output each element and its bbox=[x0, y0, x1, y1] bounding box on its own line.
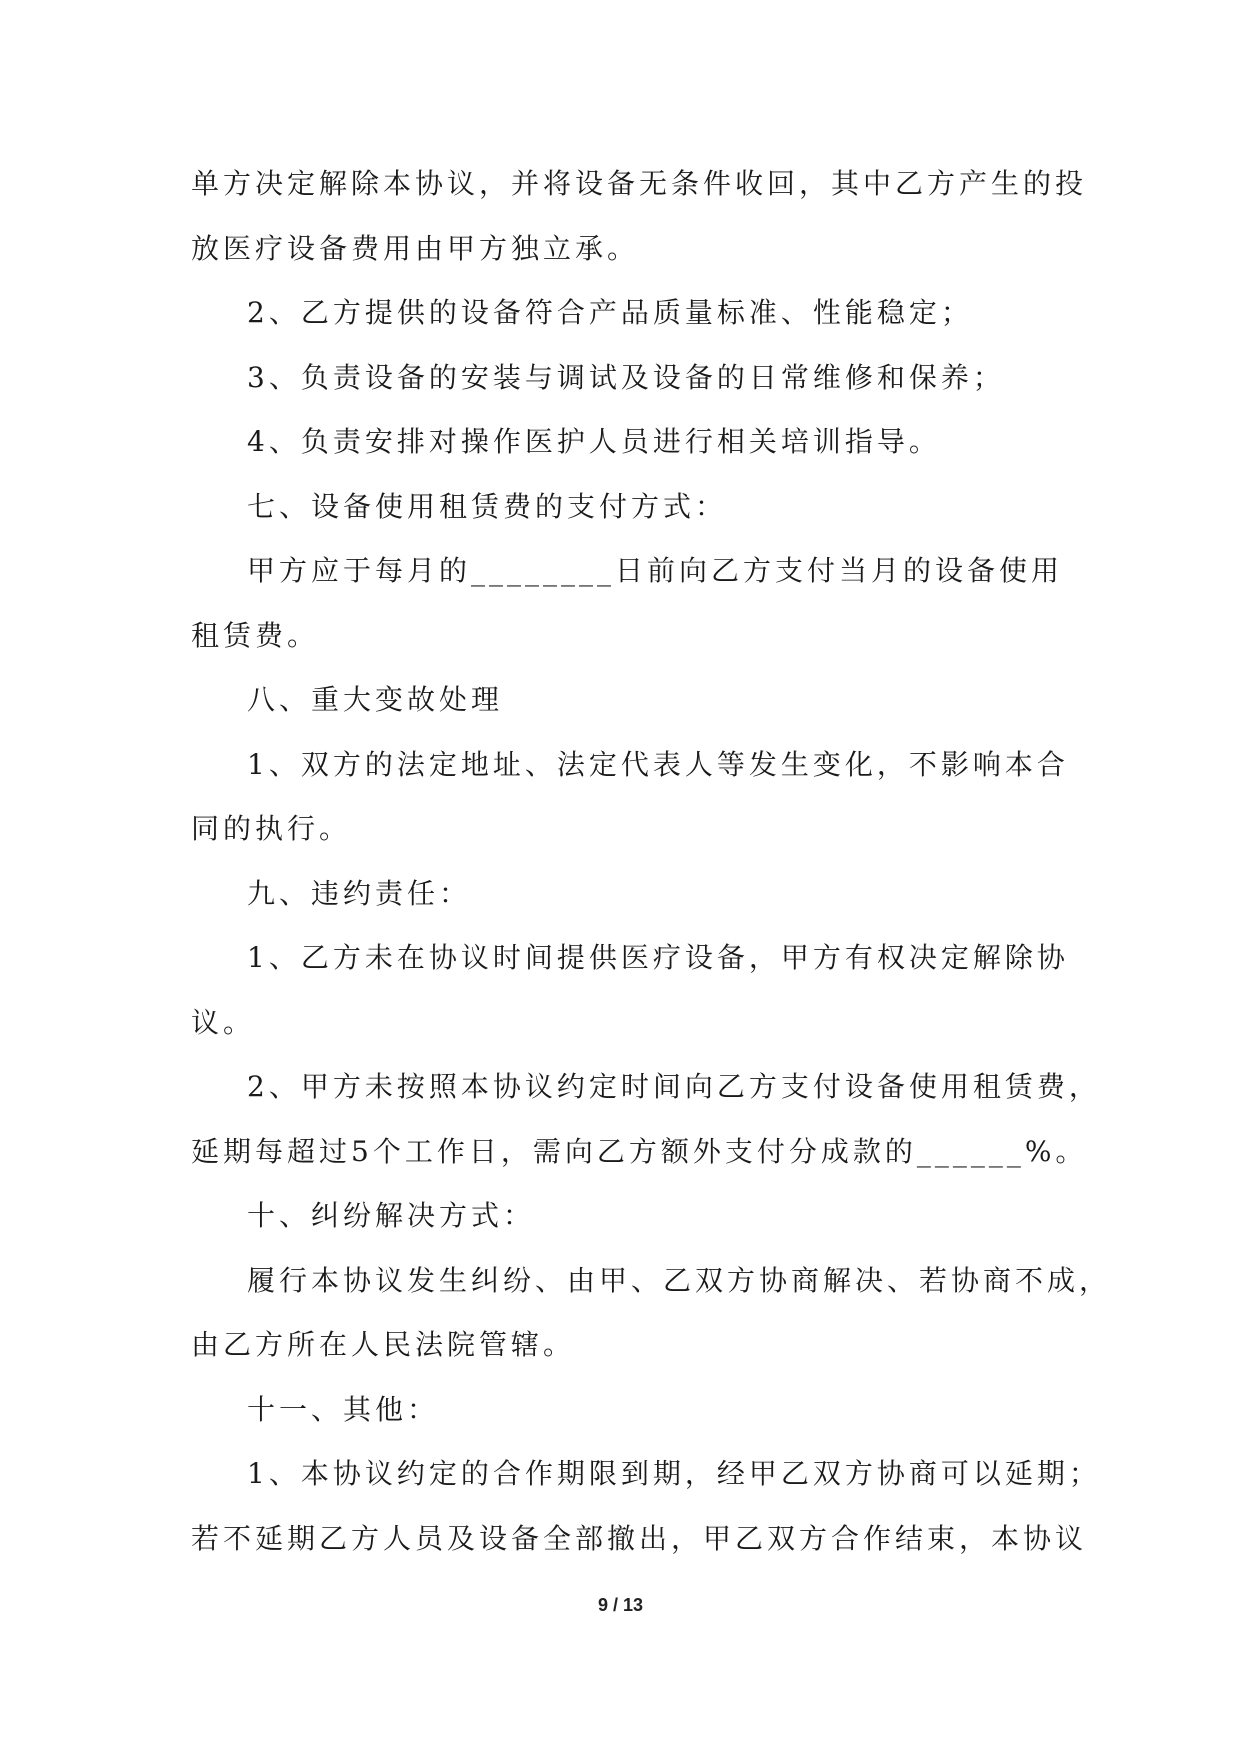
text-line: 若不延期乙方人员及设备全部撤出，甲乙双方合作结束，本协议 bbox=[191, 1521, 1088, 1555]
text-line: 2、甲方未按照本协议约定时间向乙方支付设备使用租赁费， bbox=[247, 1070, 1101, 1103]
text-line: 放医疗设备费用由甲方独立承。 bbox=[191, 231, 640, 265]
text-line: 甲方应于每月的________日前向乙方支付当月的设备使用 bbox=[247, 554, 1064, 587]
text-line: 租赁费。 bbox=[191, 618, 320, 652]
text-line: 延期每超过5个工作日，需向乙方额外支付分成款的______%。 bbox=[191, 1134, 1088, 1168]
text-line: 由乙方所在人民法院管辖。 bbox=[191, 1328, 576, 1361]
text-line: 单方决定解除本协议，并将设备无条件收回，其中乙方产生的投 bbox=[191, 167, 1088, 200]
body-text bbox=[191, 152, 1112, 1571]
text-line: 履行本协议发生纠纷、由甲、乙双方协商解决、若协商不成， bbox=[247, 1263, 1112, 1297]
text-line: 3、负责设备的安装与调试及设备的日常维修和保养； bbox=[247, 360, 1005, 394]
text-line: 4、负责安排对操作医护人员进行相关培训指导。 bbox=[247, 425, 941, 458]
text-line: 1、乙方未在协议时间提供医疗设备，甲方有权决定解除协 bbox=[247, 941, 1069, 974]
text-line: 议。 bbox=[191, 1005, 256, 1039]
text-line: 十一、其他： bbox=[247, 1392, 440, 1426]
text-line: 八、重大变故处理 bbox=[247, 683, 504, 716]
text-line: 十、纠纷解决方式： bbox=[247, 1199, 536, 1232]
text-line: 1、双方的法定地址、法定代表人等发生变化，不影响本合 bbox=[247, 747, 1069, 781]
text-line: 1、本协议约定的合作期限到期，经甲乙双方协商可以延期； bbox=[247, 1457, 1101, 1490]
text-line: 2、乙方提供的设备符合产品质量标准、性能稳定； bbox=[247, 296, 973, 329]
text-line: 七、设备使用租赁费的支付方式： bbox=[247, 489, 728, 523]
page-number: 9 / 13 bbox=[597, 1595, 644, 1615]
text-line: 九、违约责任： bbox=[247, 876, 472, 910]
text-line: 同的执行。 bbox=[191, 812, 352, 845]
